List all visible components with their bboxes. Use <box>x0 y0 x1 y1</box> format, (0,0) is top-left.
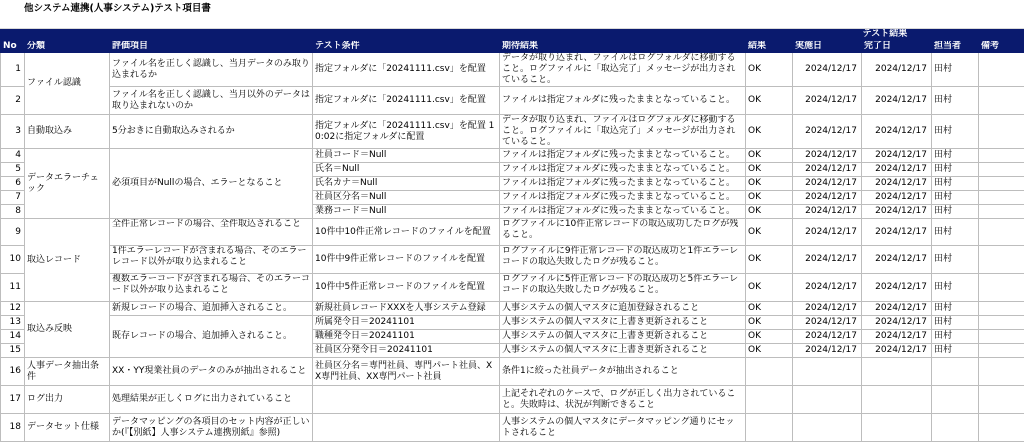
row-no: 4 <box>1 149 25 163</box>
done-date-cell: 2024/12/17 <box>862 115 932 149</box>
row-no: 11 <box>1 274 25 302</box>
col-header-exec-date: 実施日 <box>793 41 862 53</box>
result-cell: OK <box>746 191 793 205</box>
category-cell: ファイル認識 <box>25 53 110 115</box>
condition-cell: 新規社員レコードXXXを人事システム登録 <box>313 302 500 316</box>
row-no: 12 <box>1 302 25 316</box>
category-cell: 取込み反映 <box>25 302 110 358</box>
exec-date-cell <box>793 358 862 386</box>
remarks-cell <box>979 386 1024 414</box>
expected-cell: 上記それぞれのケースで、ログが正しく出力されていること。失敗時は、状況が判断できること <box>500 386 746 414</box>
table-row <box>1 316 1024 330</box>
exec-date-cell: 2024/12/17 <box>793 177 862 191</box>
expected-cell: データが取り込まれ、ファイルはログフォルダに移動すること。ログファイルに「取込完了」メッセージが出力されていること。 <box>500 115 746 149</box>
table-row <box>1 219 1024 246</box>
expected-cell: ファイルは指定フォルダに残ったままとなっていること。 <box>500 177 746 191</box>
expected-cell: ログファイルに10件正常レコードの取込成功したログが残ること。 <box>500 219 746 246</box>
result-cell: OK <box>746 53 793 87</box>
done-date-cell: 2024/12/17 <box>862 205 932 219</box>
condition-cell <box>313 386 500 414</box>
result-cell: OK <box>746 177 793 191</box>
exec-date-cell: 2024/12/17 <box>793 344 862 358</box>
done-date-cell <box>862 358 932 386</box>
item-cell: データマッピングの各項目のセット内容が正しいか(『【別紙】人事システム連携別紙』参照) <box>110 414 313 442</box>
expected-cell: 人事システムの個人マスタに追加登録されること <box>500 302 746 316</box>
exec-date-cell: 2024/12/17 <box>793 149 862 163</box>
expected-cell: データが取り込まれ、ファイルはログフォルダに移動すること。ログファイルに「取込完了」メッセージが出力されていること。 <box>500 53 746 87</box>
table-row <box>1 53 1024 87</box>
condition-cell: 氏名カナ＝Null <box>313 177 500 191</box>
expected-cell: 人事システムの個人マスタに上書き更新されること <box>500 316 746 330</box>
col-header-no: No <box>1 41 25 53</box>
remarks-cell <box>979 414 1024 442</box>
row-no: 2 <box>1 87 25 115</box>
remarks-cell <box>979 330 1024 344</box>
remarks-cell <box>979 87 1024 115</box>
owner-cell: 田村 <box>932 191 979 205</box>
owner-cell: 田村 <box>932 344 979 358</box>
expected-cell: ファイルは指定フォルダに残ったままとなっていること。 <box>500 87 746 115</box>
owner-cell: 田村 <box>932 177 979 191</box>
condition-cell: 10件中5件正常レコードのファイルを配置 <box>313 274 500 302</box>
done-date-cell: 2024/12/17 <box>862 274 932 302</box>
result-cell: OK <box>746 219 793 246</box>
remarks-cell <box>979 274 1024 302</box>
item-cell: ファイル名を正しく認識し、当月以外のデータは取り込まれないのか <box>110 87 313 115</box>
condition-cell: 10件中9件正常レコードのファイルを配置 <box>313 246 500 274</box>
done-date-cell: 2024/12/17 <box>862 191 932 205</box>
expected-cell: ログファイルに5件正常レコードの取込成功と5件エラーレコードの取込失敗したログが残ること。 <box>500 274 746 302</box>
owner-cell <box>932 414 979 442</box>
row-no: 9 <box>1 219 25 246</box>
expected-cell: 人事システムの個人マスタに上書き更新されること <box>500 344 746 358</box>
expected-cell: 人事システムの個人マスタに上書き更新されること <box>500 330 746 344</box>
done-date-cell: 2024/12/17 <box>862 302 932 316</box>
owner-cell: 田村 <box>932 53 979 87</box>
exec-date-cell: 2024/12/17 <box>793 246 862 274</box>
expected-cell: ファイルは指定フォルダに残ったままとなっていること。 <box>500 163 746 177</box>
condition-cell: 業務コード＝Null <box>313 205 500 219</box>
table-row <box>1 274 1024 302</box>
row-no: 6 <box>1 177 25 191</box>
done-date-cell: 2024/12/17 <box>862 149 932 163</box>
condition-cell: 所属発令日＝20241101 <box>313 316 500 330</box>
remarks-cell <box>979 358 1024 386</box>
exec-date-cell <box>793 414 862 442</box>
exec-date-cell: 2024/12/17 <box>793 191 862 205</box>
owner-cell: 田村 <box>932 219 979 246</box>
blank-row <box>1 16 1024 29</box>
expected-cell: 人事システムの個人マスタにデータマッピング通りにセットされること <box>500 414 746 442</box>
done-date-cell: 2024/12/17 <box>862 53 932 87</box>
row-no: 18 <box>1 414 25 442</box>
col-header-remarks: 備考 <box>979 41 1024 53</box>
done-date-cell: 2024/12/17 <box>862 246 932 274</box>
exec-date-cell: 2024/12/17 <box>793 115 862 149</box>
item-cell: 新規レコードの場合、追加挿入されること。 <box>110 302 313 316</box>
item-cell: 全件正常レコードの場合、全件取込されること <box>110 219 313 246</box>
result-cell: OK <box>746 87 793 115</box>
item-cell: 必須項目がNullの場合、エラーとなること <box>110 149 313 219</box>
table-row <box>1 414 1024 442</box>
item-cell: 複数エラーコードが含まれる場合、そのエラーコード以外が取り込まれること <box>110 274 313 302</box>
owner-cell: 田村 <box>932 149 979 163</box>
done-date-cell: 2024/12/17 <box>862 177 932 191</box>
result-cell: OK <box>746 149 793 163</box>
col-header-category: 分類 <box>25 41 110 53</box>
condition-cell: 指定フォルダに「20241111.csv」を配置 <box>313 53 500 87</box>
done-date-cell: 2024/12/17 <box>862 344 932 358</box>
item-cell: XX・YY現業社員のデータのみが抽出されること <box>110 358 313 386</box>
column-header-row <box>1 41 1024 53</box>
owner-cell: 田村 <box>932 163 979 177</box>
category-cell: 取込レコード <box>25 219 110 302</box>
result-cell <box>746 358 793 386</box>
owner-cell <box>932 386 979 414</box>
done-date-cell: 2024/12/17 <box>862 219 932 246</box>
done-date-cell <box>862 386 932 414</box>
condition-cell: 10件中10件正常レコードのファイルを配置 <box>313 219 500 246</box>
done-date-cell <box>862 414 932 442</box>
owner-cell <box>932 358 979 386</box>
condition-cell: 社員区分名＝専門社員、専門パート社員、XX専門社員、XX専門パート社員 <box>313 358 500 386</box>
exec-date-cell: 2024/12/17 <box>793 163 862 177</box>
test-result-group-header: テスト結果 <box>746 29 1024 41</box>
document-title: 他システム連携(人事システム)テスト項目書 <box>24 1 211 17</box>
exec-date-cell: 2024/12/17 <box>793 274 862 302</box>
item-cell: ファイル名を正しく認識し、当月データのみ取り込まれるか <box>110 53 313 87</box>
remarks-cell <box>979 316 1024 330</box>
exec-date-cell <box>793 386 862 414</box>
item-cell: 処理結果が正しくログに出力されていること <box>110 386 313 414</box>
table-row <box>1 358 1024 386</box>
condition-cell: 指定フォルダに「20241111.csv」を配置 10:02に指定フォルダに配置 <box>313 115 500 149</box>
col-header-done-date: 完了日 <box>862 41 932 53</box>
result-cell: OK <box>746 330 793 344</box>
result-cell: OK <box>746 274 793 302</box>
table-row <box>1 386 1024 414</box>
result-cell: OK <box>746 344 793 358</box>
remarks-cell <box>979 344 1024 358</box>
remarks-cell <box>979 53 1024 87</box>
remarks-cell <box>979 205 1024 219</box>
category-cell: データエラーチェック <box>25 149 110 219</box>
row-no: 5 <box>1 163 25 177</box>
owner-cell: 田村 <box>932 87 979 115</box>
condition-cell: 社員区分名＝Null <box>313 191 500 205</box>
remarks-cell <box>979 149 1024 163</box>
exec-date-cell: 2024/12/17 <box>793 219 862 246</box>
condition-cell: 社員コード＝Null <box>313 149 500 163</box>
table-row <box>1 149 1024 163</box>
done-date-cell: 2024/12/17 <box>862 87 932 115</box>
owner-cell: 田村 <box>932 316 979 330</box>
done-date-cell: 2024/12/17 <box>862 330 932 344</box>
remarks-cell <box>979 177 1024 191</box>
owner-cell: 田村 <box>932 115 979 149</box>
owner-cell: 田村 <box>932 246 979 274</box>
row-no: 13 <box>1 316 25 330</box>
remarks-cell <box>979 219 1024 246</box>
test-sheet-table <box>0 16 1024 442</box>
owner-cell: 田村 <box>932 302 979 316</box>
col-header-item: 評価項目 <box>110 41 313 53</box>
row-no: 15 <box>1 344 25 358</box>
result-cell: OK <box>746 302 793 316</box>
condition-cell: 氏名＝Null <box>313 163 500 177</box>
row-no: 14 <box>1 330 25 344</box>
expected-cell: ファイルは指定フォルダに残ったままとなっていること。 <box>500 191 746 205</box>
remarks-cell <box>979 302 1024 316</box>
expected-cell: ログファイルに9件正常レコードの取込成功と1件エラーレコードの取込失敗したログが残ること。 <box>500 246 746 274</box>
exec-date-cell: 2024/12/17 <box>793 205 862 219</box>
owner-cell: 田村 <box>932 330 979 344</box>
group-header-row <box>1 29 1024 41</box>
remarks-cell <box>979 246 1024 274</box>
result-cell <box>746 414 793 442</box>
col-header-condition: テスト条件 <box>313 41 500 53</box>
row-no: 10 <box>1 246 25 274</box>
table-row <box>1 87 1024 115</box>
result-cell: OK <box>746 246 793 274</box>
item-cell: 既存レコードの場合、追加挿入されること。 <box>110 316 313 358</box>
category-cell: 人事データ抽出条件 <box>25 358 110 386</box>
exec-date-cell: 2024/12/17 <box>793 87 862 115</box>
result-cell: OK <box>746 316 793 330</box>
condition-cell: 社員区分発令日＝20241101 <box>313 344 500 358</box>
table-row <box>1 302 1024 316</box>
expected-cell: ファイルは指定フォルダに残ったままとなっていること。 <box>500 205 746 219</box>
col-header-expected: 期待結果 <box>500 41 746 53</box>
condition-cell: 指定フォルダに「20241111.csv」を配置 <box>313 87 500 115</box>
col-header-result: 結果 <box>746 41 793 53</box>
remarks-cell <box>979 163 1024 177</box>
remarks-cell <box>979 115 1024 149</box>
result-cell: OK <box>746 205 793 219</box>
done-date-cell: 2024/12/17 <box>862 163 932 177</box>
row-no: 1 <box>1 53 25 87</box>
col-header-owner: 担当者 <box>932 41 979 53</box>
exec-date-cell: 2024/12/17 <box>793 330 862 344</box>
condition-cell: 職種発令日＝20241101 <box>313 330 500 344</box>
remarks-cell <box>979 191 1024 205</box>
owner-cell: 田村 <box>932 205 979 219</box>
expected-cell: ファイルは指定フォルダに残ったままとなっていること。 <box>500 149 746 163</box>
done-date-cell: 2024/12/17 <box>862 316 932 330</box>
row-no: 8 <box>1 205 25 219</box>
result-cell <box>746 386 793 414</box>
item-cell: 5分おきに自動取込みされるか <box>110 115 313 149</box>
row-no: 17 <box>1 386 25 414</box>
exec-date-cell: 2024/12/17 <box>793 302 862 316</box>
table-row <box>1 115 1024 149</box>
condition-cell <box>313 414 500 442</box>
result-cell: OK <box>746 163 793 177</box>
expected-cell: 条件1に絞った社員データが抽出されること <box>500 358 746 386</box>
row-no: 3 <box>1 115 25 149</box>
exec-date-cell: 2024/12/17 <box>793 316 862 330</box>
row-no: 16 <box>1 358 25 386</box>
item-cell: 1件エラーレコードが含まれる場合、そのエラーレコード以外が取り込まれること <box>110 246 313 274</box>
exec-date-cell: 2024/12/17 <box>793 53 862 87</box>
owner-cell: 田村 <box>932 274 979 302</box>
row-no: 7 <box>1 191 25 205</box>
result-cell: OK <box>746 115 793 149</box>
category-cell: 自動取込み <box>25 115 110 149</box>
table-row <box>1 246 1024 274</box>
category-cell: データセット仕様 <box>25 414 110 442</box>
category-cell: ログ出力 <box>25 386 110 414</box>
